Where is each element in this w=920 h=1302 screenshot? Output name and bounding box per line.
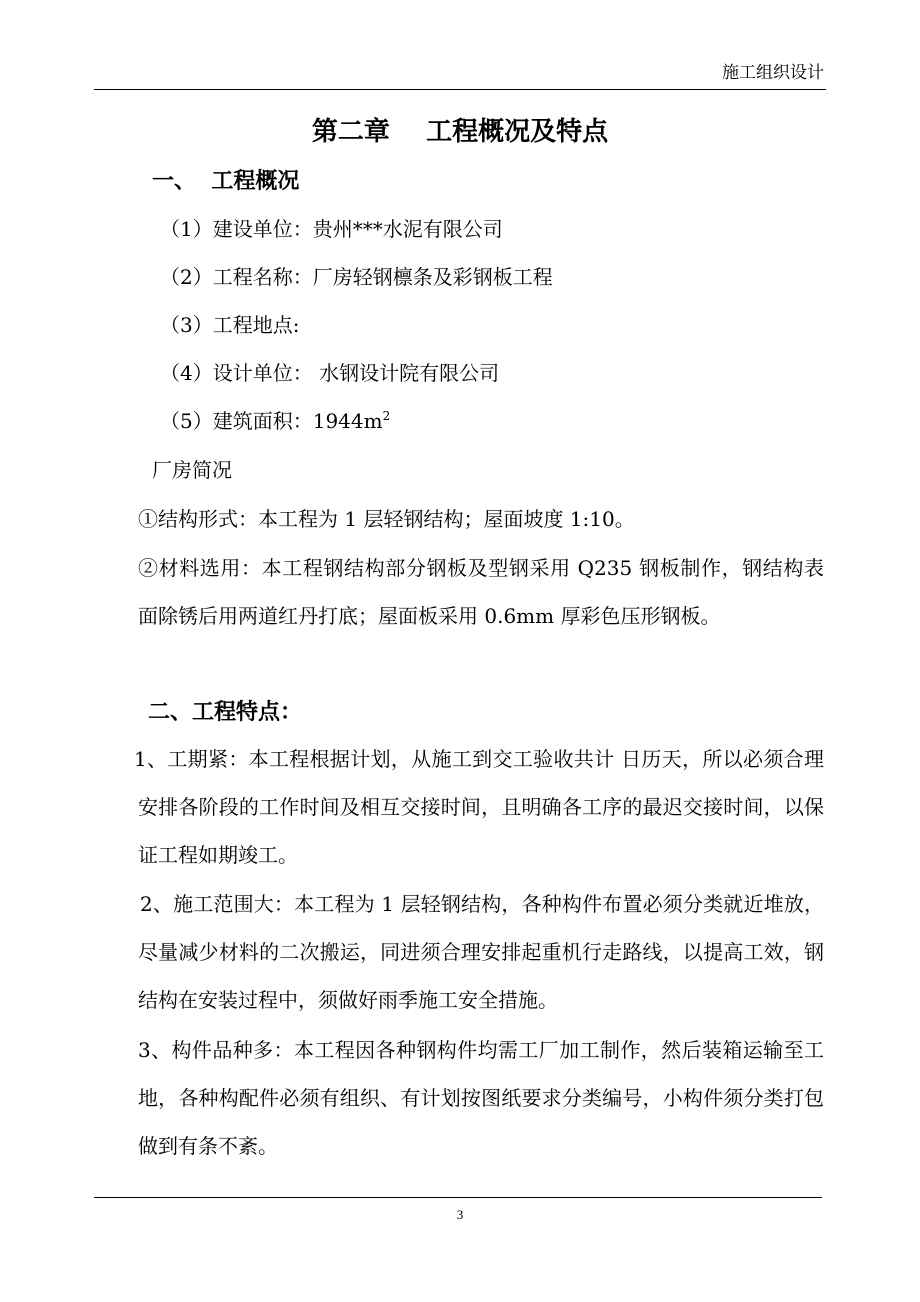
- superscript-2: 2: [382, 409, 391, 423]
- chapter-title: 第二章 工程概况及特点: [311, 117, 609, 147]
- overview-item-5: [160, 407, 390, 435]
- feature-paragraph-2: 2、施工范围大：本工程为 1 层轻钢结构，各种构件布置必须分类就近堆放，尽量减少材料的二次搬运，同进须合理安排起重机行走路线，以提高工效，钢结构在安装过程中，须做好雨季施工安全措施。: [138, 892, 824, 1012]
- overview-item-2: （2）工程名称：厂房轻钢檩条及彩钢板工程: [160, 265, 553, 289]
- material-selection: ②材料选用：本工程钢结构部分钢板及型钢采用 Q235 钢板制作，钢结构表面除锈后用两道红丹打底；屋面板采用 0.6mm 厚彩色压形钢板。: [138, 556, 824, 628]
- structure-form: ①结构形式：本工程为 1 层轻钢结构；屋面坡度 1:10。: [138, 507, 635, 531]
- page-number: 3: [456, 1207, 464, 1222]
- footer-rule: [94, 1197, 822, 1198]
- overview-item-3: （3）工程地点:: [160, 313, 300, 337]
- feature-paragraph-1: 1、工期紧：本工程根据计划，从施工到交工验收共计 日历天，所以必须合理安排各阶段的工作时间及相互交接时间，且明确各工序的最迟交接时间，以保证工程如期竣工。: [134, 747, 824, 867]
- running-header: 施工组织设计: [722, 63, 824, 83]
- factory-subheading: 厂房简况: [152, 458, 232, 482]
- feature-paragraph-3: 3、构件品种多：本工程因各种钢构件均需工厂加工制作，然后装箱运输至工地，各种构配件必须有组织、有计划按图纸要求分类编号，小构件须分类打包做到有条不紊。: [138, 1038, 824, 1158]
- overview-item-5-text: （5）建筑面积：1944m: [160, 409, 383, 433]
- section-heading-overview: 一、 工程概况: [152, 168, 300, 194]
- overview-item-4: （4）设计单位： 水钢设计院有限公司: [160, 361, 500, 385]
- overview-item-1: （1）建设单位：贵州***水泥有限公司: [160, 217, 503, 241]
- section-heading-features: 二、工程特点：: [148, 699, 303, 725]
- header-rule: [94, 89, 826, 90]
